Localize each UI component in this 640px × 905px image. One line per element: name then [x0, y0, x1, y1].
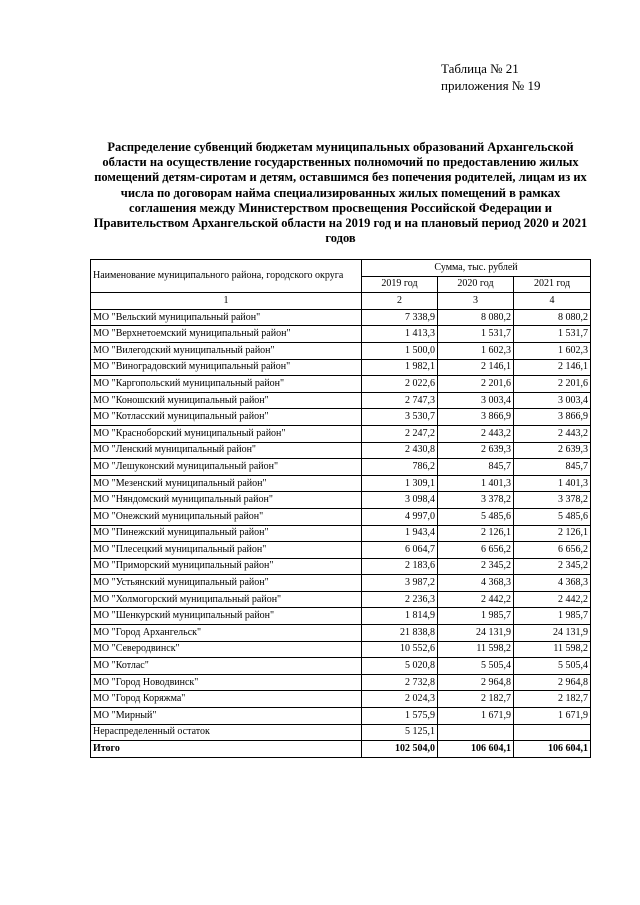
value-2020: 1 671,9 — [438, 708, 514, 725]
municipality-name: МО "Приморский муниципальный район" — [91, 558, 362, 575]
table-row — [91, 542, 591, 559]
municipality-name: МО "Город Архангельск" — [91, 625, 362, 642]
table-row — [91, 625, 591, 642]
column-number: 2 — [362, 293, 438, 310]
value-2019: 2 022,6 — [362, 376, 438, 393]
table-row — [91, 425, 591, 442]
value-2019: 10 552,6 — [362, 641, 438, 658]
year-2021-header: 2021 год — [514, 276, 591, 293]
municipality-name: МО "Котлас" — [91, 658, 362, 675]
total-label: Итого — [91, 741, 362, 758]
value-2020: 3 866,9 — [438, 409, 514, 426]
value-2019: 1 943,4 — [362, 525, 438, 542]
municipality-name: МО "Город Новодвинск" — [91, 674, 362, 691]
table-row — [91, 492, 591, 509]
value-2020: 8 080,2 — [438, 309, 514, 326]
value-2019: 2 183,6 — [362, 558, 438, 575]
value-2020: 1 531,7 — [438, 326, 514, 343]
value-2020: 2 182,7 — [438, 691, 514, 708]
column-number-row — [91, 293, 591, 310]
value-2020: 1 401,3 — [438, 475, 514, 492]
municipality-name: МО "Вельский муниципальный район" — [91, 309, 362, 326]
table-row — [91, 508, 591, 525]
value-2021: 3 866,9 — [514, 409, 591, 426]
table-row — [91, 641, 591, 658]
table-row — [91, 475, 591, 492]
value-2019: 3 098,4 — [362, 492, 438, 509]
appendix-number: приложения № 19 — [441, 78, 541, 93]
value-2021: 2 964,8 — [514, 674, 591, 691]
table-row — [91, 376, 591, 393]
value-2021: 1 671,9 — [514, 708, 591, 725]
value-2021: 2 345,2 — [514, 558, 591, 575]
value-2019: 786,2 — [362, 459, 438, 476]
year-2019-header: 2019 год — [362, 276, 438, 293]
sum-column-header: Сумма, тыс. рублей — [362, 260, 591, 277]
table-row — [91, 691, 591, 708]
total-2021: 106 604,1 — [514, 741, 591, 758]
table-row — [91, 359, 591, 376]
value-2020: 2 345,2 — [438, 558, 514, 575]
municipality-name: МО "Пинежский муниципальный район" — [91, 525, 362, 542]
table-row — [91, 525, 591, 542]
total-2020: 106 604,1 — [438, 741, 514, 758]
column-number: 4 — [514, 293, 591, 310]
value-2021: 3 003,4 — [514, 392, 591, 409]
value-2020: 2 443,2 — [438, 425, 514, 442]
municipality-name: МО "Город Коряжма" — [91, 691, 362, 708]
municipality-name: МО "Вилегодский муниципальный район" — [91, 342, 362, 359]
value-2019: 4 997,0 — [362, 508, 438, 525]
table-row — [91, 459, 591, 476]
table-row — [91, 442, 591, 459]
value-2020: 4 368,3 — [438, 575, 514, 592]
value-2021 — [514, 724, 591, 741]
table-row — [91, 591, 591, 608]
column-number: 3 — [438, 293, 514, 310]
value-2020: 2 146,1 — [438, 359, 514, 376]
value-2021: 2 126,1 — [514, 525, 591, 542]
value-2020: 1 985,7 — [438, 608, 514, 625]
value-2020: 24 131,9 — [438, 625, 514, 642]
table-number: Таблица № 21 — [441, 61, 519, 76]
value-2021: 11 598,2 — [514, 641, 591, 658]
value-2019: 6 064,7 — [362, 542, 438, 559]
value-2021: 2 639,3 — [514, 442, 591, 459]
value-2021: 2 146,1 — [514, 359, 591, 376]
year-2020-header: 2020 год — [438, 276, 514, 293]
value-2019: 1 309,1 — [362, 475, 438, 492]
municipality-name: МО "Плесецкий муниципальный район" — [91, 542, 362, 559]
table-row — [91, 558, 591, 575]
header-row — [91, 260, 591, 277]
municipality-name: МО "Виноградовский муниципальный район" — [91, 359, 362, 376]
municipality-name: МО "Мирный" — [91, 708, 362, 725]
value-2019: 1 814,9 — [362, 608, 438, 625]
value-2019: 7 338,9 — [362, 309, 438, 326]
value-2019: 2 430,8 — [362, 442, 438, 459]
table-row — [91, 674, 591, 691]
name-column-header: Наименование муниципального района, городского округа — [91, 260, 362, 293]
value-2021: 1 985,7 — [514, 608, 591, 625]
municipality-name: МО "Устьянский муниципальный район" — [91, 575, 362, 592]
value-2019: 1 575,9 — [362, 708, 438, 725]
value-2020: 2 964,8 — [438, 674, 514, 691]
document-title: Распределение субвенций бюджетам муниципальных образований Архангельской области на осуществление государственных полномочий по предоставлению жилых помещений детям-сиротам и детям, оставшимся без попечения родителей, лицам из их числа по договорам найма специализированных жилых помещений в рамках соглашения между Министерством просвещения Российской Федерации и Правительством Архангельской области на 2019 год и на плановый период 2020 и 2021 годов — [93, 140, 588, 246]
value-2021: 4 368,3 — [514, 575, 591, 592]
value-2019: 5 125,1 — [362, 724, 438, 741]
municipality-name: Нераспределенный остаток — [91, 724, 362, 741]
value-2021: 845,7 — [514, 459, 591, 476]
value-2020: 1 602,3 — [438, 342, 514, 359]
total-2019: 102 504,0 — [362, 741, 438, 758]
value-2019: 2 236,3 — [362, 591, 438, 608]
value-2019: 3 987,2 — [362, 575, 438, 592]
table-row — [91, 409, 591, 426]
value-2020 — [438, 724, 514, 741]
value-2021: 2 201,6 — [514, 376, 591, 393]
value-2021: 6 656,2 — [514, 542, 591, 559]
value-2020: 845,7 — [438, 459, 514, 476]
municipality-name: МО "Верхнетоемский муниципальный район" — [91, 326, 362, 343]
value-2021: 2 442,2 — [514, 591, 591, 608]
value-2021: 2 182,7 — [514, 691, 591, 708]
value-2020: 3 378,2 — [438, 492, 514, 509]
municipality-name: МО "Красноборский муниципальный район" — [91, 425, 362, 442]
value-2021: 1 602,3 — [514, 342, 591, 359]
value-2021: 1 531,7 — [514, 326, 591, 343]
municipality-name: МО "Каргопольский муниципальный район" — [91, 376, 362, 393]
municipality-name: МО "Северодвинск" — [91, 641, 362, 658]
municipality-name: МО "Онежский муниципальный район" — [91, 508, 362, 525]
value-2021: 1 401,3 — [514, 475, 591, 492]
value-2019: 2 024,3 — [362, 691, 438, 708]
value-2021: 3 378,2 — [514, 492, 591, 509]
value-2019: 3 530,7 — [362, 409, 438, 426]
value-2021: 2 443,2 — [514, 425, 591, 442]
value-2019: 2 747,3 — [362, 392, 438, 409]
municipality-name: МО "Коношский муниципальный район" — [91, 392, 362, 409]
municipality-name: МО "Холмогорский муниципальный район" — [91, 591, 362, 608]
table-row — [91, 708, 591, 725]
value-2020: 2 442,2 — [438, 591, 514, 608]
table-row — [91, 608, 591, 625]
table-row — [91, 326, 591, 343]
column-number: 1 — [91, 293, 362, 310]
municipality-name: МО "Ленский муниципальный район" — [91, 442, 362, 459]
table-row — [91, 724, 591, 741]
value-2019: 1 500,0 — [362, 342, 438, 359]
value-2020: 5 505,4 — [438, 658, 514, 675]
value-2021: 8 080,2 — [514, 309, 591, 326]
table-row — [91, 392, 591, 409]
table-row — [91, 309, 591, 326]
total-row — [91, 741, 591, 758]
value-2021: 24 131,9 — [514, 625, 591, 642]
table-body — [91, 309, 591, 740]
value-2020: 5 485,6 — [438, 508, 514, 525]
table-reference — [441, 60, 540, 94]
value-2020: 2 201,6 — [438, 376, 514, 393]
value-2019: 21 838,8 — [362, 625, 438, 642]
table-row — [91, 575, 591, 592]
value-2020: 3 003,4 — [438, 392, 514, 409]
value-2020: 6 656,2 — [438, 542, 514, 559]
value-2019: 2 732,8 — [362, 674, 438, 691]
value-2019: 5 020,8 — [362, 658, 438, 675]
value-2019: 2 247,2 — [362, 425, 438, 442]
table-row — [91, 658, 591, 675]
value-2020: 2 639,3 — [438, 442, 514, 459]
value-2020: 11 598,2 — [438, 641, 514, 658]
municipality-name: МО "Мезенский муниципальный район" — [91, 475, 362, 492]
subsidy-table — [90, 259, 591, 758]
value-2019: 1 413,3 — [362, 326, 438, 343]
value-2020: 2 126,1 — [438, 525, 514, 542]
municipality-name: МО "Лешуконский муниципальный район" — [91, 459, 362, 476]
municipality-name: МО "Няндомский муниципальный район" — [91, 492, 362, 509]
value-2019: 1 982,1 — [362, 359, 438, 376]
table-row — [91, 342, 591, 359]
municipality-name: МО "Шенкурский муниципальный район" — [91, 608, 362, 625]
municipality-name: МО "Котласский муниципальный район" — [91, 409, 362, 426]
value-2021: 5 505,4 — [514, 658, 591, 675]
value-2021: 5 485,6 — [514, 508, 591, 525]
